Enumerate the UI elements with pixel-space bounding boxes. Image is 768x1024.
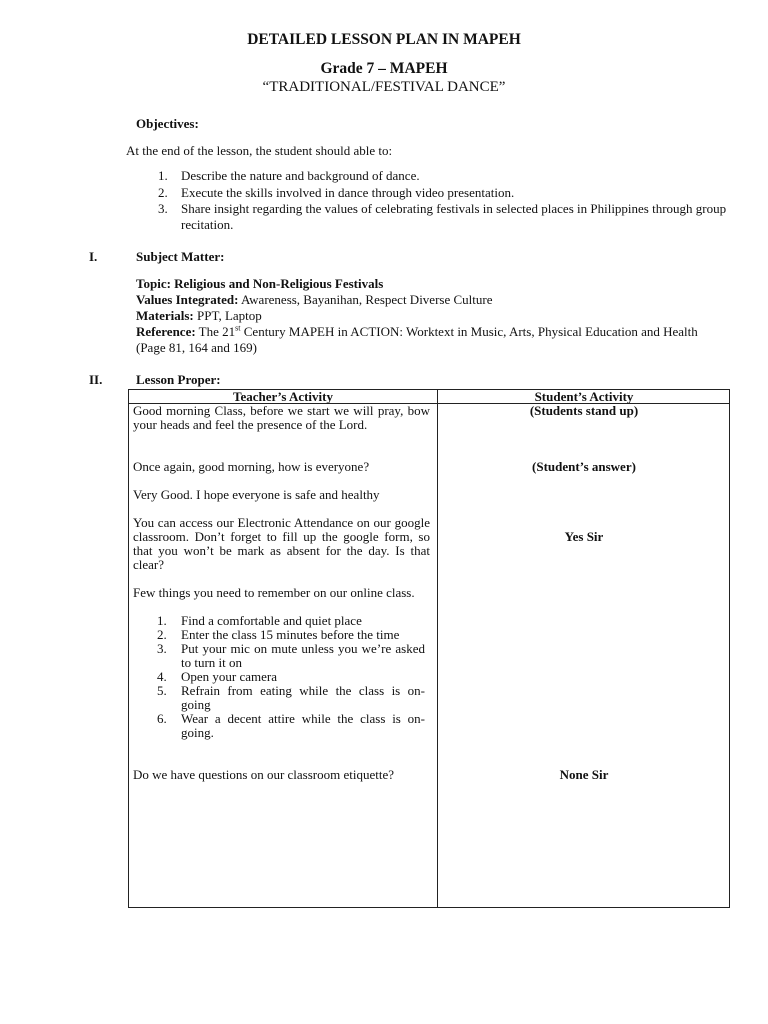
- document-title: DETAILED LESSON PLAN IN MAPEH: [247, 31, 521, 48]
- etiquette-item: 2. Enter the class 15 minutes before the time: [157, 627, 400, 642]
- subject-matter-heading: Subject Matter:: [136, 249, 225, 264]
- etiquette-item: 3. Put your mic on mute unless you we’re asked to turn it on: [157, 641, 425, 670]
- objectives-list: [158, 168, 758, 234]
- objective-item: 2. Execute the skills involved in dance through video presentation.: [158, 184, 515, 200]
- grade-heading: Grade 7 – MAPEH: [320, 60, 448, 77]
- subject-materials: Materials: PPT, Laptop: [136, 308, 262, 323]
- student-response-answer: (Student’s answer): [532, 459, 636, 474]
- subject-values: Values Integrated: Awareness, Bayanihan, Respect Diverse Culture: [136, 292, 493, 307]
- subject-reference: Reference: The 21st Century MAPEH in ACTION: Worktext in Music, Arts, Physical Education and Health (Page 81, 164 and 169): [136, 323, 698, 355]
- teacher-greeting: Good morning Class, before we start we will pray, bow your heads and feel the presence of the Lord.: [133, 403, 430, 432]
- objectives-heading: Objectives:: [136, 116, 199, 131]
- teacher-activity-header: Teacher’s Activity: [232, 389, 333, 404]
- lesson-activity-table: [128, 389, 730, 908]
- etiquette-list: [157, 614, 425, 740]
- etiquette-item: 1. Find a comfortable and quiet place: [157, 613, 362, 628]
- objective-item: 3. Share insight regarding the values of celebrating festivals in selected places in Philippines through group recitation.: [158, 201, 727, 232]
- objective-item: 1. Describe the nature and background of dance.: [158, 168, 420, 183]
- lesson-topic-title: “TRADITIONAL/FESTIVAL DANCE”: [262, 79, 506, 95]
- objectives-intro: At the end of the lesson, the student should able to:: [126, 143, 393, 158]
- teacher-very-good: Very Good. I hope everyone is safe and healthy: [133, 487, 380, 502]
- section-number: II.: [89, 372, 103, 387]
- lesson-proper-heading: Lesson Proper:: [136, 372, 221, 387]
- student-response-yes: Yes Sir: [564, 529, 604, 544]
- teacher-reminders-intro: Few things you need to remember on our online class.: [133, 585, 415, 600]
- subject-topic: Topic: Religious and Non-Religious Festivals: [136, 276, 384, 291]
- etiquette-item: 6. Wear a decent attire while the class is on-going.: [157, 711, 425, 740]
- teacher-question: Do we have questions on our classroom etiquette?: [133, 767, 395, 782]
- etiquette-item: 5. Refrain from eating while the class is on-going: [157, 683, 425, 712]
- student-response-stand: (Students stand up): [529, 403, 639, 418]
- teacher-attendance-note: You can access our Electronic Attendance on our google classroom. Don’t forget to fill up the google form, so that you won’t be mark as absent for the day. Is that clear?: [133, 515, 430, 572]
- student-activity-header: Student’s Activity: [534, 389, 634, 404]
- section-number: I.: [89, 249, 98, 264]
- teacher-greeting-again: Once again, good morning, how is everyone?: [133, 459, 370, 474]
- student-response-none: None Sir: [559, 767, 609, 782]
- etiquette-item: 4. Open your camera: [157, 669, 278, 684]
